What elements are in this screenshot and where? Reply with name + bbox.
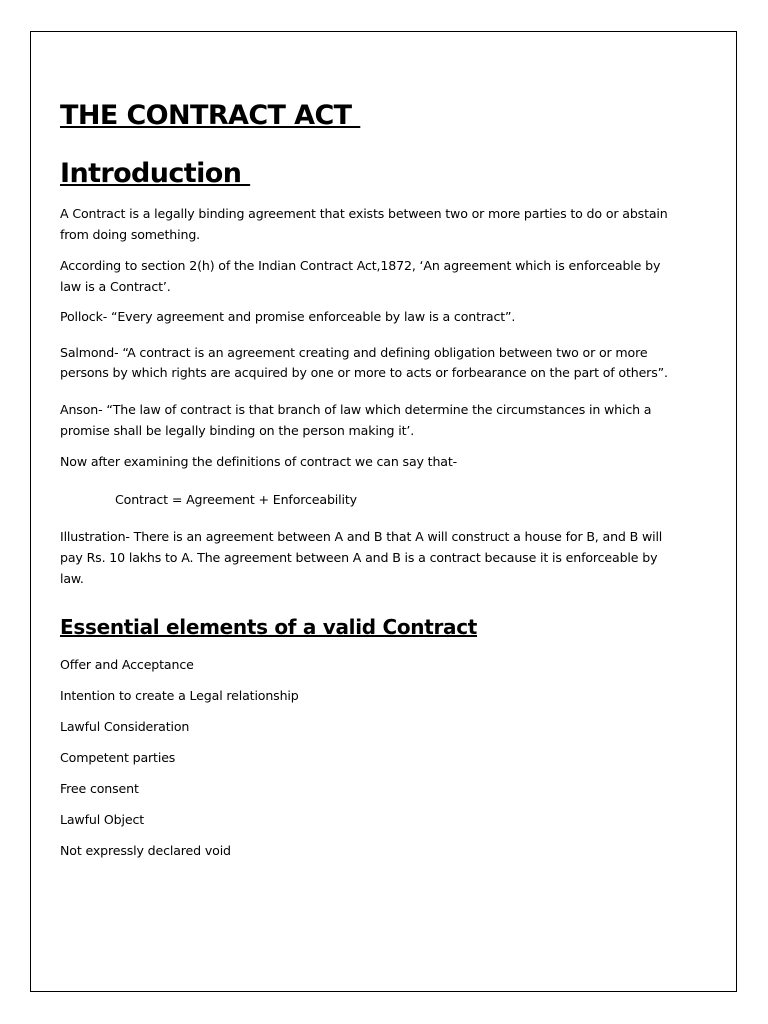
paragraph-anson: Anson- “The law of contract is that branch of law which determine the circumstances in which a promise shall be legally binding on the person making it’. bbox=[60, 402, 652, 438]
paragraph-section-2h: According to section 2(h) of the Indian Contract Act,1872, ‘An agreement which is enforceable by law is a Contract’. bbox=[60, 258, 661, 294]
list-item: Free consent bbox=[60, 781, 139, 796]
paragraph-pollock: Pollock- “Every agreement and promise enforceable by law is a contract”. bbox=[60, 309, 516, 324]
paragraph-conclusion: Now after examining the definitions of contract we can say that- bbox=[60, 454, 458, 469]
document-title: THE CONTRACT ACT bbox=[60, 100, 361, 131]
list-item: Not expressly declared void bbox=[60, 843, 231, 858]
essential-elements-heading: Essential elements of a valid Contract bbox=[60, 615, 478, 639]
paragraph-illustration: Illustration- There is an agreement between A and B that A will construct a house for B, and B will pay Rs. 10 lakhs to A. The agreement between A and B is a contract because it is enforceable by law. bbox=[60, 529, 663, 586]
introduction-heading: Introduction bbox=[60, 158, 251, 189]
paragraph-definition: A Contract is a legally binding agreement that exists between two or more parties to do or abstain from doing something. bbox=[60, 206, 668, 242]
list-item: Lawful Consideration bbox=[60, 719, 190, 734]
list-item: Offer and Acceptance bbox=[60, 657, 194, 672]
contract-formula: Contract = Agreement + Enforceability bbox=[115, 492, 357, 507]
document-content bbox=[60, 96, 680, 861]
list-item: Intention to create a Legal relationship bbox=[60, 688, 299, 703]
list-item: Competent parties bbox=[60, 750, 176, 765]
essential-elements-list bbox=[60, 654, 680, 861]
paragraph-salmond: Salmond- “A contract is an agreement creating and defining obligation between two or or more persons by which rights are acquired by one or more to acts or forbearance on the part of others”. bbox=[60, 345, 668, 380]
list-item: Lawful Object bbox=[60, 812, 145, 827]
